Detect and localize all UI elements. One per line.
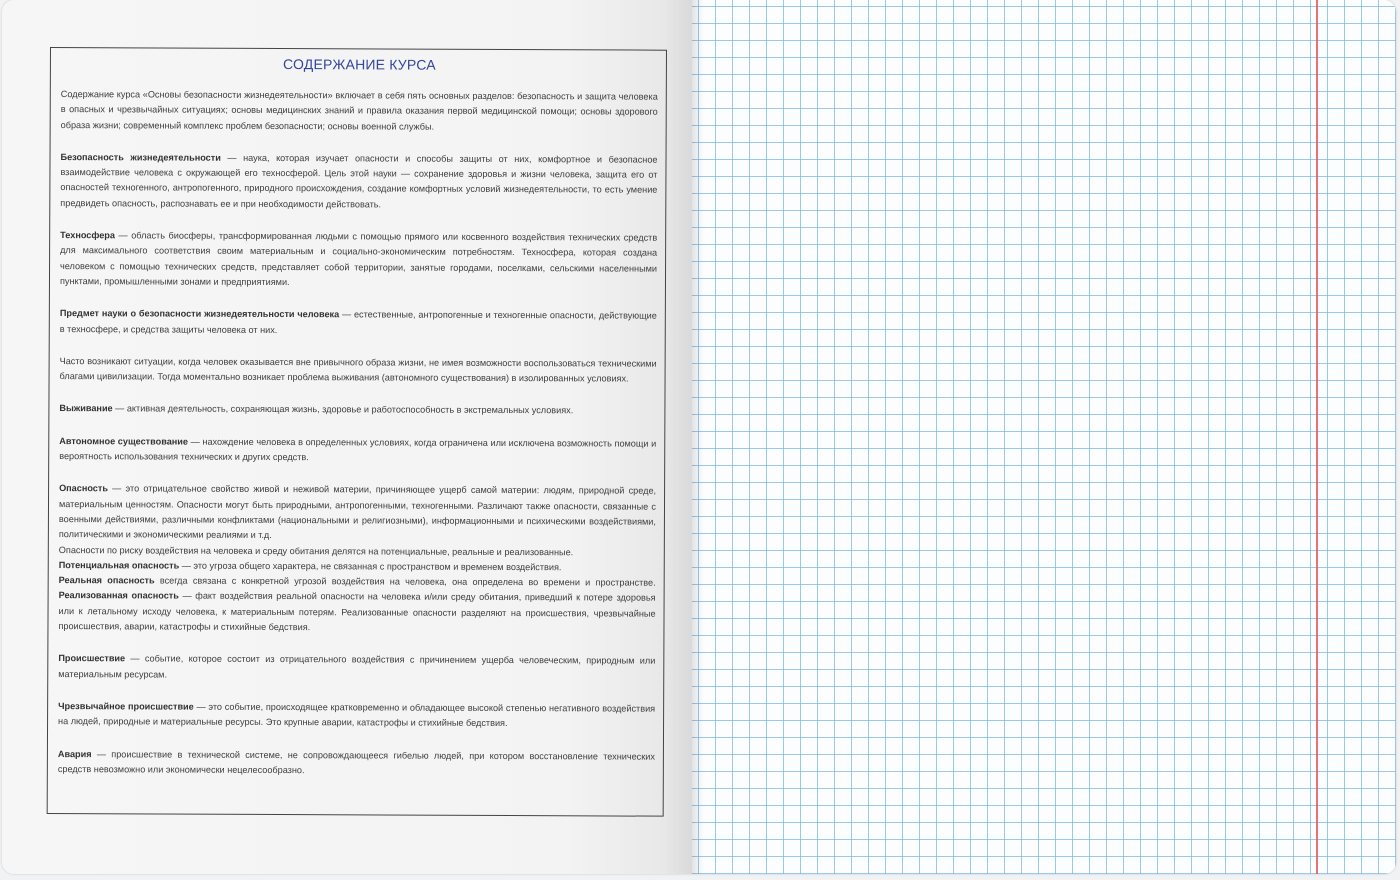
life-safety-text: — наука, которая изучает опасности и способы защиты от них, комфортное и безопасное взаимодействие человека с окружающей его техносферой. Цель этой науки — сохранение здоровья и жизни человека, защита его от опасностей техногенного, антропогенного, природного происхождения, создание комфортных условий жизнедеятельности, то есть умение предвидеть опасность, распознавать ее и при необходимости действовать. — [60, 152, 658, 210]
accident-text: — происшествие в технической системе, не сопровождающееся гибелью людей, при котором восстановление технических средств невозможно или экономически нецелесообразно. — [57, 748, 655, 775]
realized-danger-term: Реализованная опасность — [58, 590, 179, 601]
section-accident — [58, 747, 655, 780]
potential-danger-term: Потенциальная опасность — [58, 559, 180, 571]
grid-page — [692, 0, 1396, 874]
red-margin-line — [1316, 0, 1318, 874]
life-safety-paragraph — [60, 150, 657, 214]
page-title: СОДЕРЖАНИЕ КУРСА — [283, 56, 436, 73]
course-content-frame — [47, 47, 667, 817]
accident-paragraph — [58, 747, 655, 780]
survival-paragraph — [59, 401, 656, 419]
section-often — [60, 354, 657, 387]
incident-term: Происшествие — [58, 653, 126, 664]
potential-danger-text: — это угроза общего характера, не связанная с пространством и временем воздействия. — [179, 560, 562, 573]
emergency-term: Чрезвычайное происшествие — [58, 700, 194, 712]
autonomous-term: Автономное существование — [59, 435, 189, 447]
section-survival — [59, 401, 656, 419]
technosphere-text: — область биосферы, трансформированная людьми с помощью прямого или косвенного воздействия технических средств для максимального соответствия своим материальным и социально-экономическим потребностям. Техносфера, которая создана человеком с помощью технических средств, представляет собой территории, занятые городами, поселками, сельскими населенными пунктами, промышленными зонами и предприятиями. — [59, 230, 658, 288]
incident-paragraph — [58, 651, 655, 684]
danger-real-paragraph — [58, 573, 655, 637]
danger-text: — это отрицательное свойство живой и неживой материи, причиняющее ущерб самой материи: людям, природной среде, материальным ценностям. Опасности могут быть природными, антропогенными, техногенными. Различают также опасности, связанные с военными действиями, различными конфликтами (национальными и религиозными), информационными и психическими воздействиями, политическими и экономическими реалиями и т.д. — [58, 483, 657, 541]
survival-text: — активная деятельность, сохраняющая жизнь, здоровье и работоспособность в экстремальных условиях. — [112, 403, 574, 416]
intro-text: Содержание курса «Основы безопасности жизнедеятельности» включает в себя пять основных разделов: безопасность и защита человека в опасных и чрезвычайных ситуациях; основы медицинских знаний и правила оказания первой медицинской помощи; основы здорового образа жизни; современный комплекс проблем безопасности; основы военной службы. — [60, 89, 658, 132]
often-paragraph: Часто возникают ситуации, когда человек оказывается вне привычного образа жизни, не имея возможности воспользоваться техническими благами цивилизации. Тогда моментально возникает проблема выживания (автономного существования) в изолированных условиях. — [59, 355, 657, 384]
realized-danger-text: — факт воздействия реальной опасности на человека и/или среду обитания, приведший к потере здоровья или к летальному исходу человека, к материальным потерям. Реализованные опасности разделяют на происшествия, чрезвычайные происшествия, аварии, катастрофы и стихийные бедствия. — [58, 590, 656, 633]
autonomous-paragraph — [59, 434, 656, 467]
subject-paragraph — [60, 306, 657, 339]
left-page — [2, 0, 692, 874]
notebook — [2, 0, 1396, 874]
emergency-paragraph — [58, 699, 655, 732]
subject-text: — естественные, антропогенные и техногенные опасности, действующие в техносфере, и средства защиты человека от них. — [59, 309, 657, 335]
section-incident — [58, 651, 655, 684]
danger-term: Опасность — [59, 483, 108, 494]
accident-term: Авария — [57, 748, 92, 759]
section-danger — [58, 481, 656, 637]
survival-term: Выживание — [59, 403, 113, 414]
technosphere-term: Техносфера — [60, 230, 115, 241]
life-safety-term: Безопасность жизнедеятельности — [60, 151, 221, 163]
intro-paragraph — [61, 87, 658, 135]
subject-term: Предмет науки о безопасности жизнедеятельности человека — [59, 308, 340, 320]
danger-paragraph — [59, 481, 656, 545]
real-danger-text: всегда связана с конкретной угрозой воздействия на человека, она определена во времени и пространстве. — [154, 575, 656, 588]
section-life-safety — [60, 150, 657, 214]
section-technosphere — [60, 228, 657, 292]
section-autonomous — [59, 434, 656, 467]
section-subject — [60, 306, 657, 339]
emergency-text: — это событие, происходящее кратковременно и обладающее высокой степенью негативного воздействия на людей, природные и материальные ресурсы. Это крупные аварии, катастрофы и стихийные бедствия. — [58, 701, 656, 729]
real-danger-term: Реальная опасность — [58, 575, 155, 586]
incident-text: — событие, которое состоит из отрицательного воздействия с причинением ущерба человеческим, природным или материальным ресурсам. — [58, 653, 656, 680]
danger-risk-line: Опасности по риску воздействия на человека и среду обитания делятся на потенциальные, реальные и реализованные. — [58, 544, 574, 557]
technosphere-paragraph — [60, 228, 657, 292]
section-emergency — [58, 699, 655, 732]
autonomous-text: — нахождение человека в определенных условиях, когда ограничена или исключена возможность помощи и вероятность использования технических и других средств. — [59, 436, 657, 463]
